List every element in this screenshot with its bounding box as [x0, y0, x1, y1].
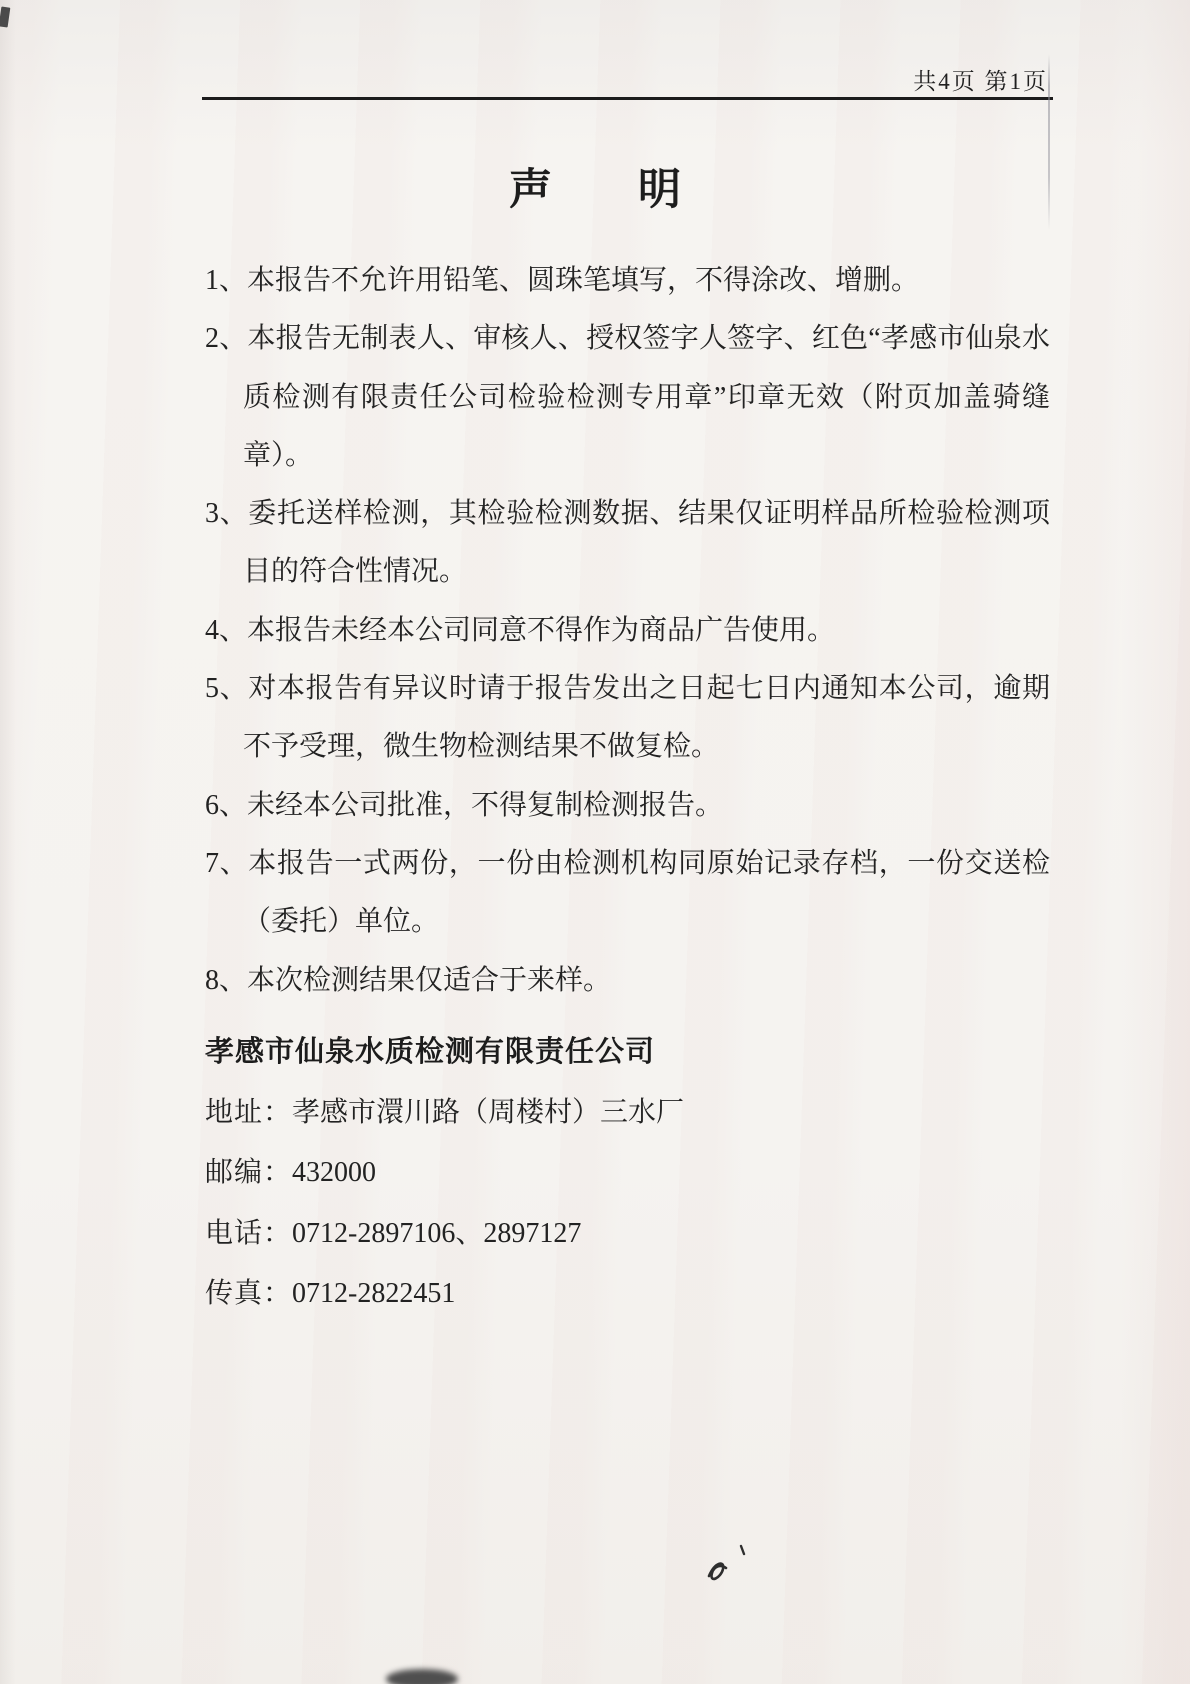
statement-item-6: 6、未经本公司批准，不得复制检测报告。 — [205, 789, 724, 821]
scan-bottom-smudge — [386, 1669, 458, 1684]
company-postcode-line — [205, 1143, 1050, 1204]
postcode-value: 432000 — [292, 1157, 377, 1188]
statement-item-3: 3、委托送样检测，其检验检测数据、结果仅证明样品所检验检测项目的符合性情况。 — [205, 498, 1050, 588]
statement-item-2: 2、本报告无制表人、审核人、授权签字人签字、红色“孝感市仙泉水质检测有限责任公司检验检测专用章”印章无效（附页加盖骑缝章）。 — [205, 323, 1050, 471]
phone-label: 电话： — [205, 1217, 293, 1249]
scan-edge-line — [1048, 54, 1050, 230]
statement-item-7: 7、本报告一式两份，一份由检测机构同原始记录存档，一份交送检（委托）单位。 — [205, 847, 1050, 938]
page-indicator: 共4页 第1页 — [913, 69, 1048, 94]
page-title: 声 明 — [509, 167, 681, 214]
fax-value: 0712-2822451 — [292, 1278, 456, 1309]
statement-list — [205, 252, 1050, 1010]
statement-item-1: 1、本报告不允许用铅笔、圆珠笔填写，不得涂改、增删。 — [205, 265, 920, 296]
scan-ink-scribble-mark — [695, 1540, 755, 1600]
company-info-block — [205, 1022, 1050, 1325]
address-label: 地址： — [205, 1096, 293, 1128]
phone-value: 0712-2897106、2897127 — [292, 1217, 582, 1249]
header-rule — [202, 97, 1053, 100]
company-phone-line — [205, 1204, 1050, 1265]
postcode-label: 邮编： — [205, 1157, 293, 1188]
company-fax-line — [205, 1264, 1050, 1325]
scan-corner-mark — [0, 6, 10, 27]
statement-item-8: 8、本次检测结果仅适合于来样。 — [205, 964, 612, 996]
address-value: 孝感市澴川路（周楼村）三水厂 — [292, 1096, 685, 1128]
company-name: 孝感市仙泉水质检测有限责任公司 — [205, 1036, 656, 1068]
statement-item-4: 4、本报告未经本公司同意不得作为商品广告使用。 — [205, 614, 836, 646]
statement-item-5: 5、对本报告有异议时请于报告发出之日起七日内通知本公司，逾期不予受理，微生物检测结果不做复检。 — [205, 673, 1050, 763]
fax-label: 传真： — [205, 1278, 293, 1309]
company-address-line — [205, 1083, 1050, 1144]
